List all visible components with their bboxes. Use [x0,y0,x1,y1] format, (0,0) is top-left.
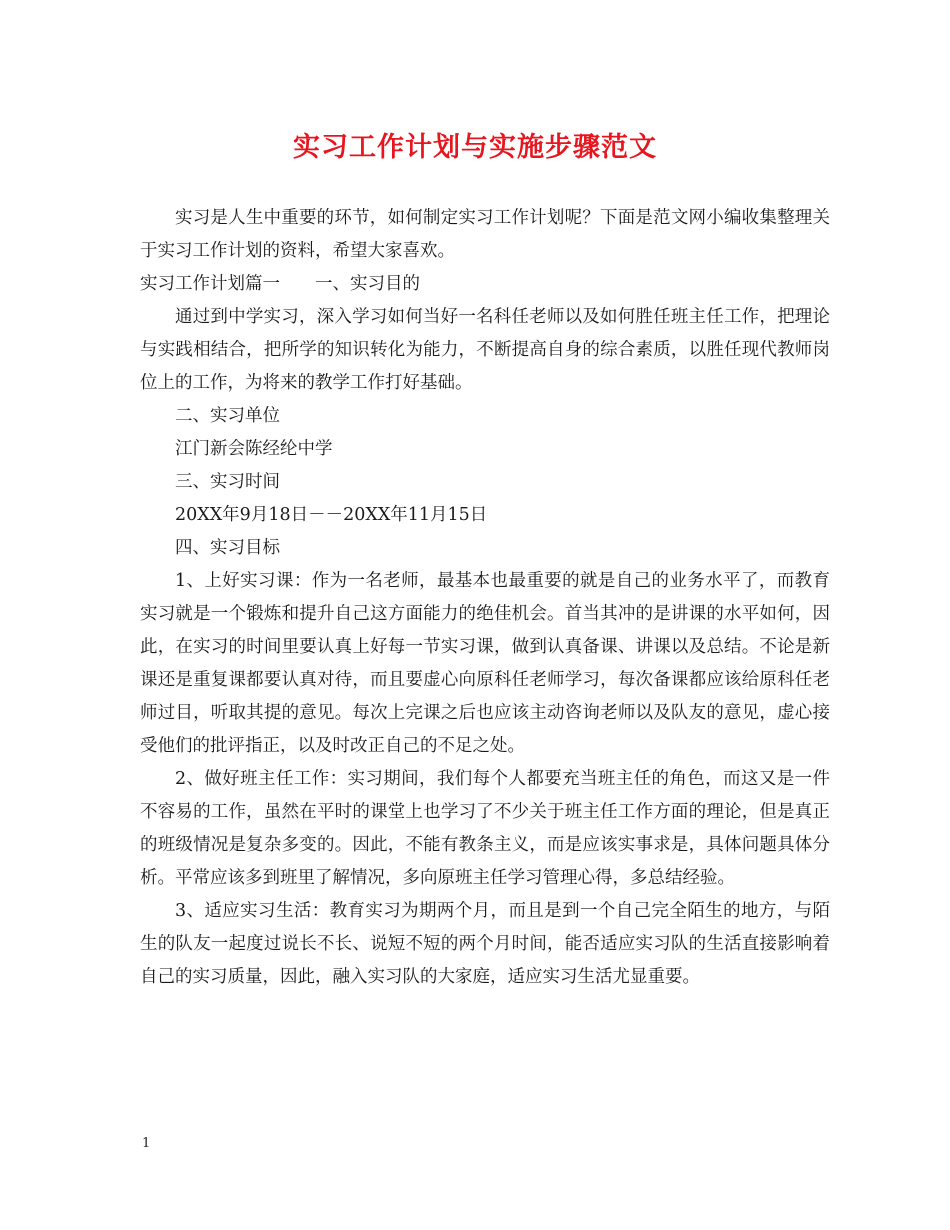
heading-unit: 二、实习单位 [175,406,280,426]
paragraph-goal-3: 3、适应实习生活：教育实习为期两个月，而且是到一个自己完全陌生的地方，与陌生的队友一起度过说长不长、说短不短的两个月时间，能否适应实习队的生活直接影响着自己的实习质量，因此，融入实习队的大家庭，适应实习生活尤显重要。 [140,901,830,987]
paragraph-section-heading: 实习工作计划篇一 一、实习目的 [140,274,420,294]
paragraph-unit: 江门新会陈经纶中学 [175,439,333,459]
paragraph-goal-2: 2、做好班主任工作：实习期间，我们每个人都要充当班主任的角色，而这又是一件不容易的工作，虽然在平时的课堂上也学习了不少关于班主任工作方面的理论，但是真正的班级情况是复杂多变的。因此，不能有教条主义，而是应该实事求是，具体问题具体分析。平常应该多到班里了解情况，多向原班主任学习管理心得，多总结经验。 [140,769,830,888]
document-body [140,202,830,994]
paragraph-purpose: 通过到中学实习，深入学习如何当好一名科任老师以及如何胜任班主任工作，把理论与实践相结合，把所学的知识转化为能力，不断提高自身的综合素质，以胜任现代教师岗位上的工作，为将来的教学工作打好基础。 [140,307,830,393]
paragraph-intro: 实习是人生中重要的环节，如何制定实习工作计划呢？下面是范文网小编收集整理关于实习工作计划的资料，希望大家喜欢。 [140,208,830,261]
page-number: 1 [142,1136,151,1151]
paragraph-goal-1: 1、上好实习课：作为一名老师，最基本也最重要的就是自己的业务水平了，而教育实习就是一个锻炼和提升自己这方面能力的绝佳机会。首当其冲的是讲课的水平如何，因此，在实习的时间里要认真上好每一节实习课，做到认真备课、讲课以及总结。不论是新课还是重复课都要认真对待，而且要虚心向原科任老师学习，每次备课都应该给原科任老师过目，听取其提的意见。每次上完课之后也应该主动咨询老师以及队友的意见，虚心接受他们的批评指正，以及时改正自己的不足之处。 [140,571,830,756]
heading-time: 三、实习时间 [175,472,280,492]
heading-goals: 四、实习目标 [175,538,280,558]
document-title: 实习工作计划与实施步骤范文 [293,132,657,163]
paragraph-time: 20XX年9月18日－－20XX年11月15日 [175,505,488,525]
